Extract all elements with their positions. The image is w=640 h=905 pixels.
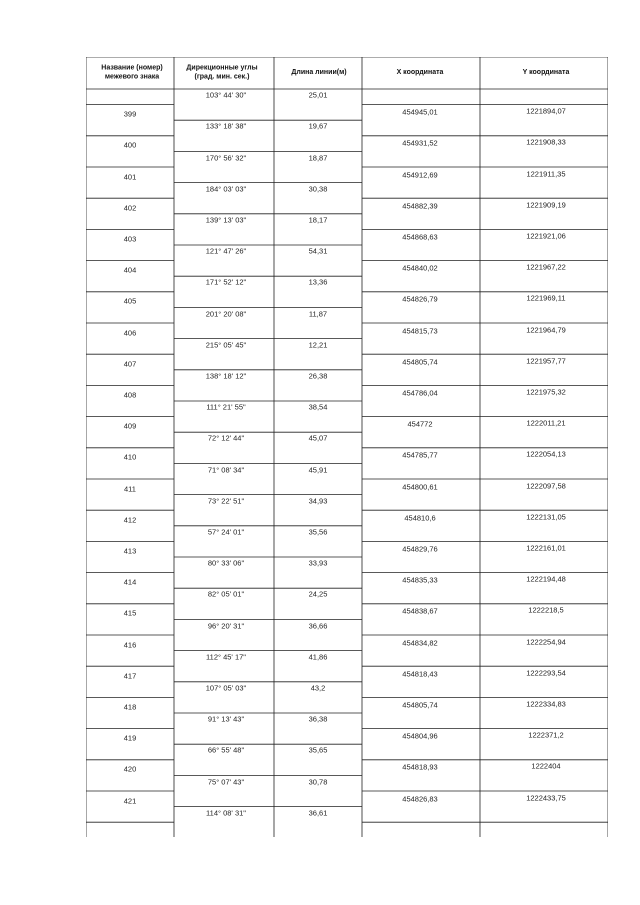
- point-name-cell: 419: [123, 733, 137, 743]
- point-name-cell: 406: [123, 328, 137, 338]
- x-coord-cell: 454805,74: [402, 357, 438, 367]
- point-name-cell: 400: [123, 140, 137, 150]
- direction-angle-cell: 139° 13' 03": [205, 215, 247, 225]
- x-coord-cell: 454829,76: [402, 544, 438, 554]
- y-coord-cell: 1222254,94: [526, 637, 566, 647]
- header-direction-angle: [186, 65, 257, 82]
- x-coord-cell: 454804,96: [402, 731, 438, 741]
- point-name-cell: 413: [123, 546, 137, 556]
- x-coord-cell: 454818,43: [402, 669, 438, 679]
- point-name-cell: 417: [123, 671, 137, 681]
- x-coord-cell: 454931,52: [402, 138, 438, 148]
- line-length-cell: 26,38: [308, 371, 328, 381]
- point-name-cell: 409: [123, 421, 137, 431]
- direction-angle-cell: 103° 44' 30": [205, 90, 247, 100]
- line-length-cell: 36,66: [308, 621, 328, 631]
- direction-angle-cell: 170° 56' 32": [205, 153, 247, 163]
- y-coord-cell: 1221975,32: [526, 387, 566, 397]
- point-name-cell: 401: [123, 172, 137, 182]
- y-coord-cell: 1221957,77: [526, 356, 566, 366]
- x-coord-cell: 454815,73: [402, 326, 438, 336]
- direction-angle-cell: 91° 13' 43": [207, 714, 245, 724]
- direction-angle-cell: 75° 07' 43": [207, 777, 245, 787]
- y-coord-cell: 1221964,79: [526, 325, 566, 335]
- y-coord-cell: 1222194,48: [526, 574, 566, 584]
- x-coord-cell: 454810,6: [404, 513, 436, 523]
- x-coord-cell: 454912,69: [402, 170, 438, 180]
- point-name-cell: 411: [124, 484, 136, 494]
- direction-angle-cell: 111° 21' 55": [206, 402, 246, 412]
- point-name-cell: 421: [123, 796, 137, 806]
- header-y-coord-text: Y координата: [522, 68, 570, 76]
- header-point-name-line1: Название (номер): [101, 64, 163, 72]
- y-coord-cell: 1222011,21: [526, 418, 566, 428]
- y-coord-cell: 1221894,07: [526, 106, 566, 116]
- direction-angle-cell: 184° 03' 03": [205, 184, 247, 194]
- x-coord-cell: 454826,79: [402, 294, 438, 304]
- line-length-cell: 18,17: [308, 215, 328, 225]
- header-x-coord-text: X координата: [396, 68, 444, 76]
- header-point-name: [101, 65, 162, 82]
- point-name-cell: 403: [123, 234, 137, 244]
- point-name-cell: 405: [123, 296, 137, 306]
- x-coord-cell: 454786,04: [402, 388, 438, 398]
- x-coord-cell: 454805,74: [402, 700, 438, 710]
- x-coord-cell: 454800,61: [402, 482, 438, 492]
- y-coord-cell: 1221967,22: [526, 262, 566, 272]
- header-point-name-line2: межевого знака: [104, 73, 160, 80]
- point-name-cell: 416: [123, 640, 137, 650]
- x-coord-cell: 454834,82: [402, 638, 438, 648]
- y-coord-cell: 1222433,75: [526, 793, 566, 803]
- point-name-cell: 412: [123, 515, 137, 525]
- direction-angle-cell: 80° 33' 06": [207, 558, 245, 568]
- line-length-cell: 35,56: [308, 527, 328, 537]
- header-line-length: [291, 69, 346, 78]
- line-length-cell: 54,31: [308, 246, 328, 256]
- line-length-cell: 33,93: [308, 558, 328, 568]
- line-length-cell: 30,38: [308, 184, 328, 194]
- y-coord-cell: 1221969,11: [526, 293, 566, 303]
- point-name-cell: 414: [123, 577, 137, 587]
- survey-table: [86, 57, 608, 837]
- y-coord-cell: 1222293,54: [526, 668, 566, 678]
- line-length-cell: 35,65: [308, 745, 328, 755]
- point-name-cell: 408: [123, 390, 137, 400]
- x-coord-cell: 454835,33: [402, 575, 438, 585]
- point-name-cell: 418: [123, 702, 137, 712]
- direction-angle-cell: 114° 08' 31": [206, 808, 246, 818]
- direction-angle-cell: 138° 18' 12": [205, 371, 247, 381]
- point-name-cell: 420: [123, 764, 137, 774]
- y-coord-cell: 1221908,33: [526, 137, 566, 147]
- x-coord-cell: 454785,77: [402, 450, 438, 460]
- point-name-cell: 399: [123, 109, 137, 119]
- line-length-cell: 45,07: [308, 433, 328, 443]
- x-coord-cell: 454826,83: [402, 794, 438, 804]
- direction-angle-cell: 72° 12' 44": [207, 433, 245, 443]
- y-coord-cell: 1222334,83: [526, 699, 566, 709]
- x-coord-cell: 454818,93: [402, 762, 438, 772]
- header-x-coord: [397, 69, 444, 78]
- line-length-cell: 18,87: [308, 153, 328, 163]
- line-length-cell: 13,36: [308, 277, 328, 287]
- direction-angle-cell: 96° 20' 31": [207, 621, 245, 631]
- line-length-cell: 41,86: [308, 652, 328, 662]
- line-length-cell: 45,91: [308, 465, 328, 475]
- direction-angle-cell: 171° 52' 12": [205, 277, 247, 287]
- y-coord-cell: 1222218,5: [528, 605, 564, 615]
- x-coord-cell: 454945,01: [402, 107, 438, 117]
- direction-angle-cell: 112° 45' 17": [206, 652, 246, 662]
- direction-angle-cell: 215° 05' 45": [205, 340, 247, 350]
- x-coord-cell: 454882,39: [402, 201, 438, 211]
- x-coord-cell: 454840,02: [402, 263, 438, 273]
- line-length-cell: 19,67: [308, 121, 328, 131]
- x-coord-cell: 454772: [407, 419, 433, 429]
- direction-angle-cell: 107° 05' 03": [205, 683, 247, 693]
- y-coord-cell: 1222404: [531, 761, 561, 771]
- line-length-cell: 36,61: [308, 808, 328, 818]
- direction-angle-cell: 121° 47' 26": [205, 246, 247, 256]
- point-name-cell: 415: [123, 608, 137, 618]
- header-direction-angle-line2: (град. мин. сек.): [194, 73, 250, 80]
- direction-angle-cell: 133° 18' 38": [205, 121, 247, 131]
- point-name-cell: 407: [123, 359, 137, 369]
- y-coord-cell: 1221911,35: [526, 169, 566, 179]
- direction-angle-cell: 71° 08' 34": [207, 465, 245, 475]
- y-coord-cell: 1222054,13: [526, 449, 566, 459]
- point-name-cell: 410: [123, 452, 137, 462]
- y-coord-cell: 1222131,05: [526, 512, 566, 522]
- x-coord-cell: 454838,67: [402, 606, 438, 616]
- y-coord-cell: 1222161,01: [526, 543, 566, 553]
- line-length-cell: 30,78: [308, 777, 328, 787]
- header-line-length-text: Длина линии(м): [291, 68, 347, 76]
- x-coord-cell: 454868,63: [402, 232, 438, 242]
- header-y-coord: [523, 69, 570, 78]
- line-length-cell: 25,01: [308, 90, 328, 100]
- y-coord-cell: 1222371,2: [528, 730, 564, 740]
- direction-angle-cell: 66° 55' 48": [207, 745, 245, 755]
- y-coord-cell: 1222097,58: [526, 481, 566, 491]
- line-length-cell: 11,87: [308, 309, 328, 319]
- point-name-cell: 404: [123, 265, 137, 275]
- line-length-cell: 38,54: [308, 402, 328, 412]
- header-direction-angle-line1: Дирекционные углы: [186, 64, 258, 72]
- y-coord-cell: 1221909,19: [526, 200, 566, 210]
- line-length-cell: 36,38: [308, 714, 328, 724]
- direction-angle-cell: 201° 20' 08": [205, 309, 247, 319]
- line-length-cell: 43,2: [310, 683, 326, 693]
- line-length-cell: 34,93: [308, 496, 328, 506]
- line-length-cell: 12,21: [308, 340, 328, 350]
- point-name-cell: 402: [123, 203, 137, 213]
- direction-angle-cell: 57° 24' 01": [207, 527, 245, 537]
- direction-angle-cell: 73° 22' 51": [207, 496, 245, 506]
- direction-angle-cell: 82° 05' 01": [207, 589, 245, 599]
- y-coord-cell: 1221921,06: [526, 231, 566, 241]
- line-length-cell: 24,25: [308, 589, 328, 599]
